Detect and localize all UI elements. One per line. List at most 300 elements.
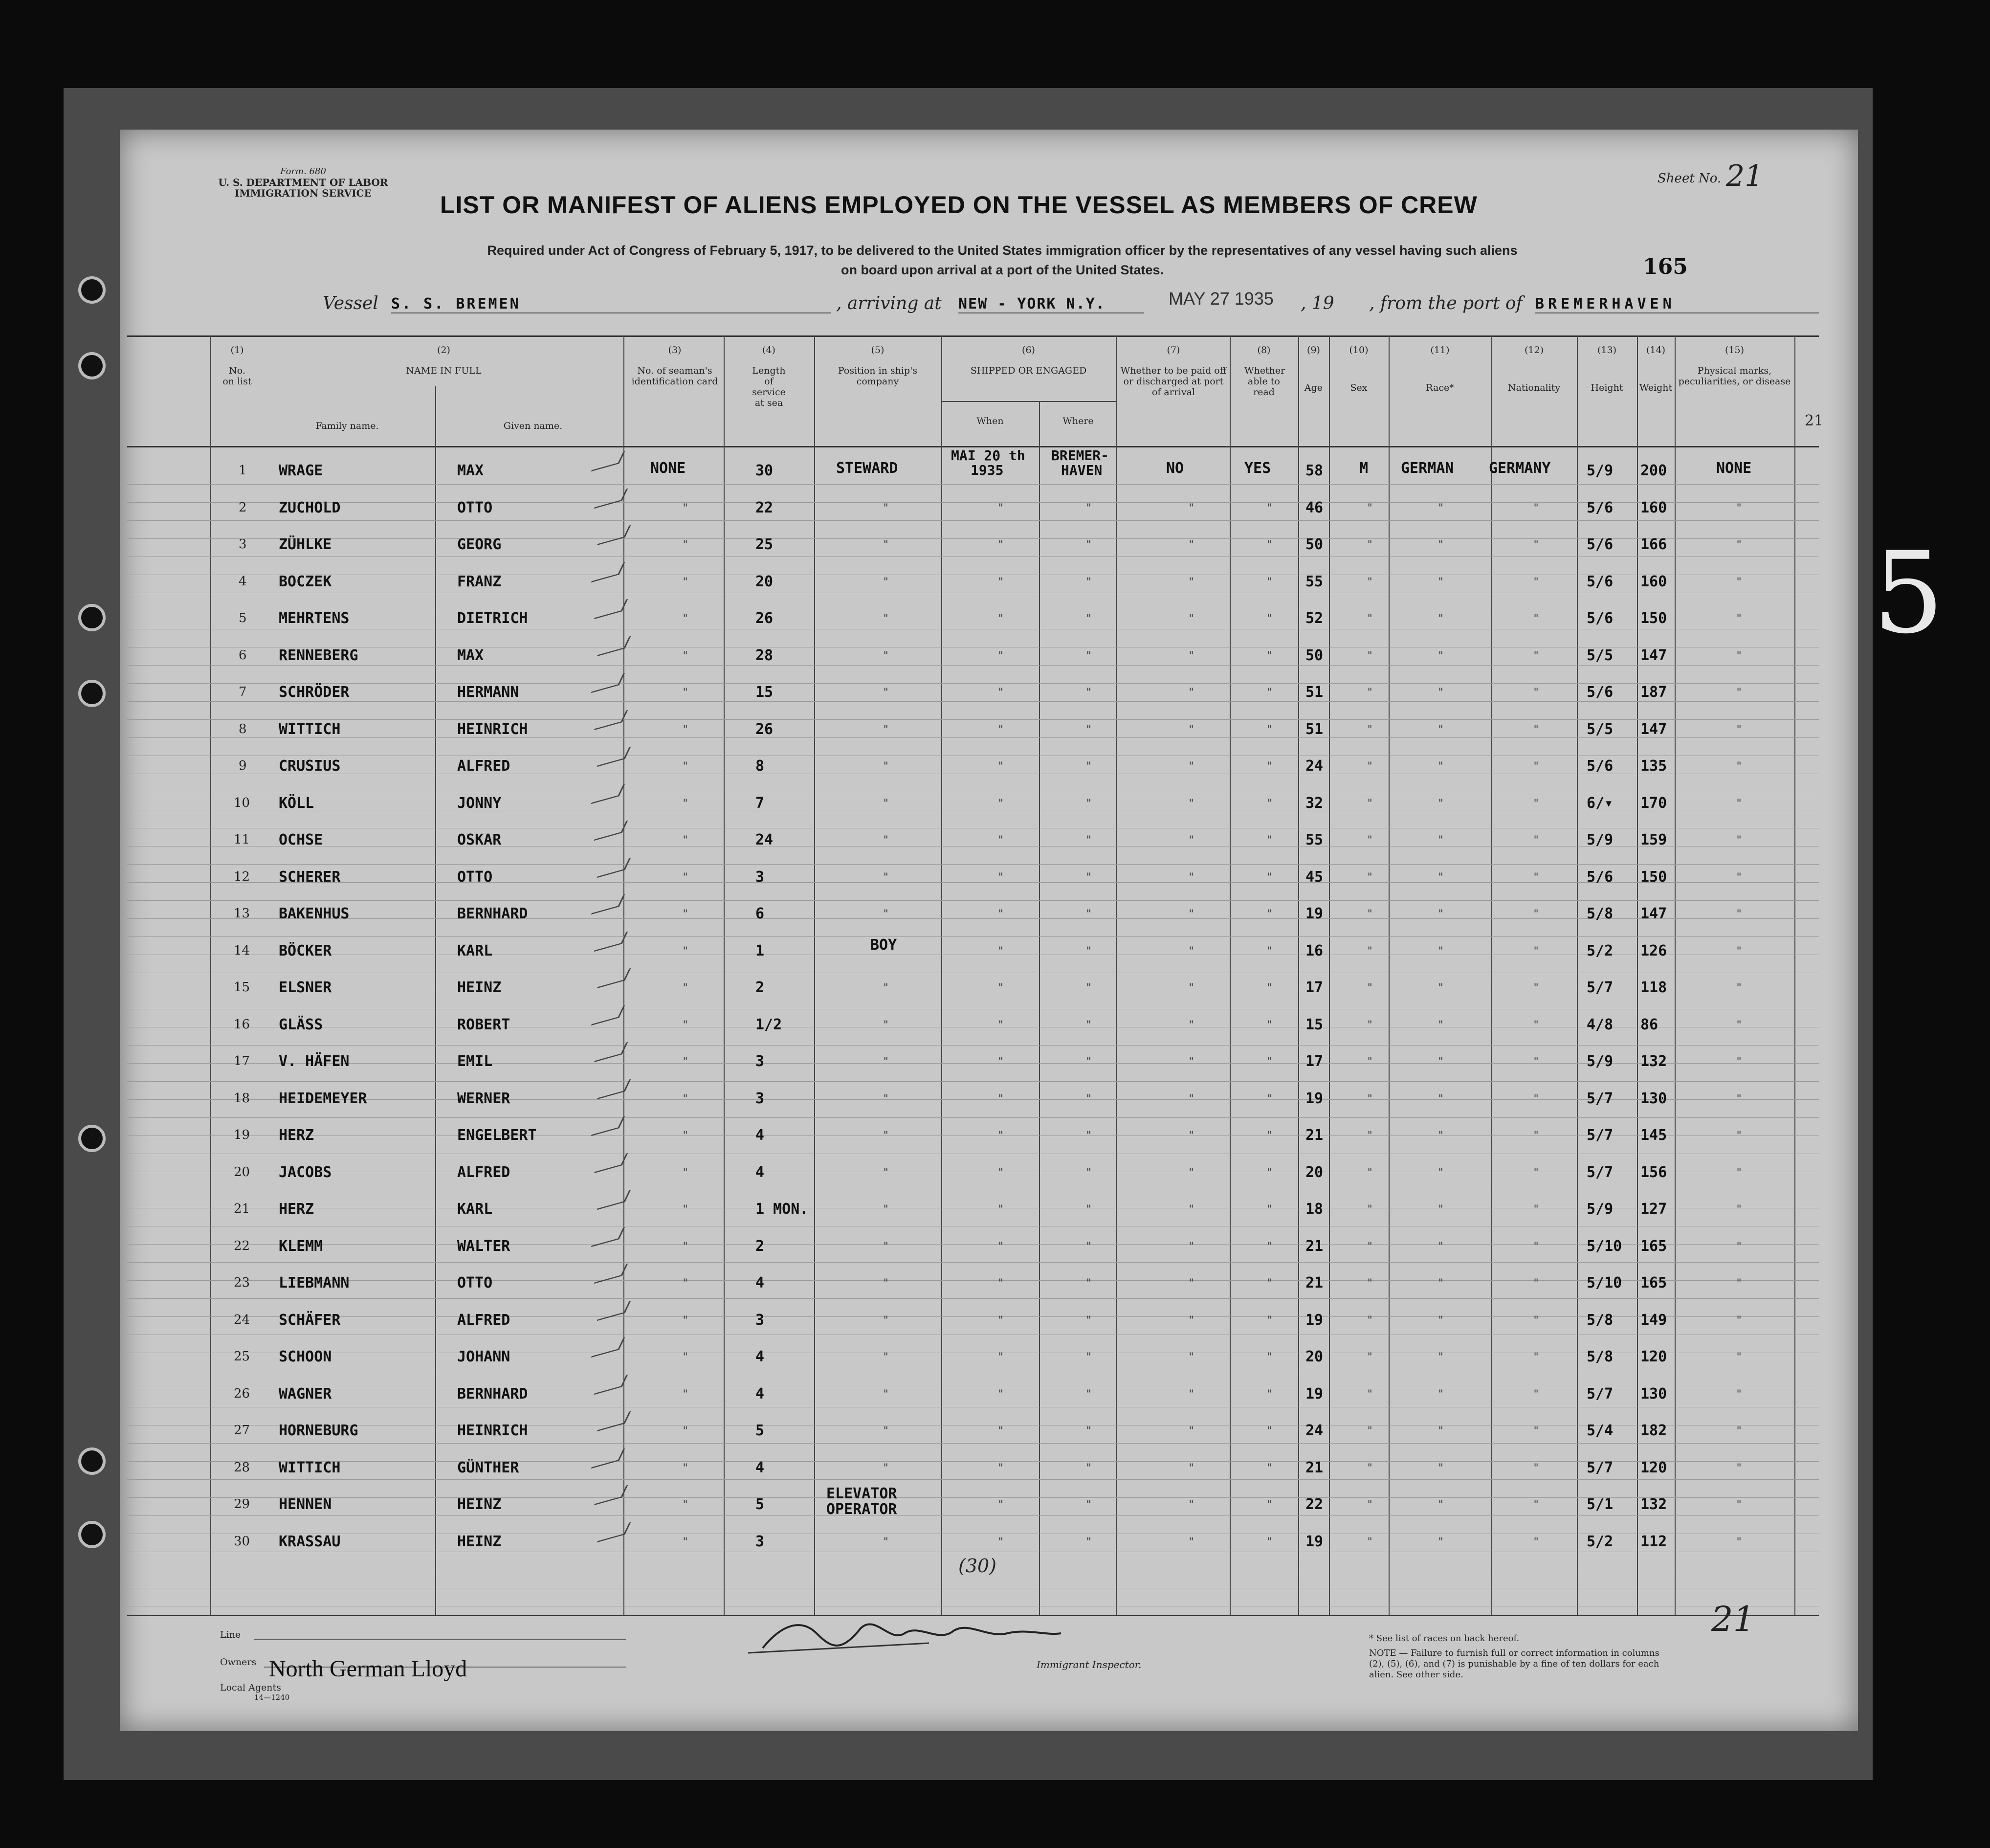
position-ditto: " <box>883 1314 889 1327</box>
age: 24 <box>1305 1422 1324 1439</box>
able-read-ditto: " <box>1266 982 1273 994</box>
height: 5/6 <box>1587 573 1614 590</box>
nationality-ditto: " <box>1533 1351 1540 1363</box>
race-ditto: " <box>1437 649 1444 662</box>
table-top-rule <box>127 335 1819 337</box>
nationality-ditto: " <box>1533 539 1540 551</box>
able-read-ditto: " <box>1266 1462 1273 1474</box>
weight: 156 <box>1640 1163 1667 1181</box>
when-ditto: " <box>997 908 1004 920</box>
weight: 135 <box>1640 757 1667 775</box>
position-ditto: " <box>883 539 889 551</box>
id-card-ditto: " <box>682 797 689 810</box>
col-11-header <box>1389 345 1491 393</box>
given-name: MAX <box>457 462 484 479</box>
id-card-ditto: " <box>682 834 689 846</box>
age: 20 <box>1305 1163 1324 1181</box>
family-name: ZUCHOLD <box>279 499 341 516</box>
race-ditto: " <box>1437 687 1444 699</box>
paid-off-ditto: " <box>1188 1203 1195 1216</box>
form-number: Form. 680 <box>280 166 326 177</box>
col-label: Whether able to read <box>1244 365 1285 398</box>
column-divider <box>435 386 436 1615</box>
height: 5/4 <box>1587 1422 1614 1439</box>
weight: 120 <box>1640 1459 1667 1476</box>
col-num: (6) <box>1022 345 1035 356</box>
nationality-ditto: " <box>1533 576 1540 588</box>
sex-ditto: " <box>1367 539 1373 551</box>
col-6-header <box>941 345 1116 376</box>
length-of-service: 22 <box>755 499 774 516</box>
row-number: 20 <box>234 1164 250 1180</box>
marks-ditto: " <box>1736 1314 1743 1327</box>
binder-hole <box>78 1125 106 1152</box>
when-ditto: " <box>997 687 1004 699</box>
document-subtitle <box>342 241 1662 280</box>
able-read-ditto: " <box>1266 1499 1273 1511</box>
marks-ditto: " <box>1736 871 1743 884</box>
age: 17 <box>1305 979 1324 996</box>
ruled-line <box>127 538 1819 539</box>
when-ditto: " <box>997 649 1004 662</box>
position-ditto: " <box>883 687 889 699</box>
nationality-ditto: " <box>1533 1462 1540 1474</box>
vessel-name: S. S. BREMEN <box>391 295 831 313</box>
given-name: GEORG <box>457 536 502 553</box>
marks-ditto: " <box>1736 1425 1743 1437</box>
family-name: HERZ <box>279 1127 314 1144</box>
ruled-line <box>127 665 1819 666</box>
paid-off-ditto: " <box>1188 1536 1195 1548</box>
position-line: OPERATOR <box>826 1501 897 1518</box>
column-divider <box>1389 335 1390 1615</box>
id-card-ditto: " <box>682 1499 689 1511</box>
race-ditto: " <box>1437 1166 1444 1179</box>
position-ditto: " <box>883 834 889 846</box>
marks-ditto: " <box>1736 1166 1743 1179</box>
column-divider <box>1577 335 1578 1615</box>
row-number: 29 <box>234 1497 250 1512</box>
position-ditto: " <box>883 502 889 514</box>
id-card-ditto: " <box>682 1314 689 1327</box>
position-ditto: " <box>883 1277 889 1290</box>
inspector-signature <box>743 1614 1066 1658</box>
marks-ditto: " <box>1736 1203 1743 1216</box>
page-number: 165 <box>1643 254 1688 279</box>
row1-race: GERMAN <box>1401 460 1454 477</box>
col-label: SHIPPED OR ENGAGED <box>970 365 1087 376</box>
length-of-service: 2 <box>755 979 765 996</box>
given-name: WALTER <box>457 1237 510 1255</box>
when-ditto: " <box>997 1388 1004 1401</box>
sex-ditto: " <box>1367 1092 1373 1105</box>
paid-off-ditto: " <box>1188 871 1195 884</box>
age: 19 <box>1305 905 1324 922</box>
col-label: No. of seaman's identification card <box>631 365 718 387</box>
age: 58 <box>1305 462 1324 479</box>
family-name: WITTICH <box>279 1459 341 1476</box>
family-name: HORNEBURG <box>279 1422 358 1439</box>
sheet-number: 21 <box>1726 159 1764 193</box>
nationality-ditto: " <box>1533 1166 1540 1179</box>
family-name-header: Family name. <box>315 421 379 431</box>
col-num: (10) <box>1349 345 1369 356</box>
nationality-ditto: " <box>1533 945 1540 957</box>
able-read-ditto: " <box>1266 760 1273 773</box>
row1-sex: M <box>1359 460 1369 477</box>
weight: 159 <box>1640 831 1667 848</box>
id-card-ditto: " <box>682 1351 689 1363</box>
paid-off-ditto: " <box>1188 1388 1195 1401</box>
col-num: (11) <box>1430 345 1450 356</box>
where-ditto: " <box>1085 871 1092 884</box>
paid-off-ditto: " <box>1188 687 1195 699</box>
column-divider <box>1329 335 1330 1615</box>
race-ditto: " <box>1437 982 1444 994</box>
given-name: OTTO <box>457 1274 493 1291</box>
where-ditto: " <box>1085 834 1092 846</box>
age: 55 <box>1305 831 1324 848</box>
col-label: Height <box>1591 382 1623 393</box>
sheet-label: Sheet No. <box>1658 171 1722 186</box>
age: 16 <box>1305 942 1324 959</box>
id-card-ditto: " <box>682 1536 689 1548</box>
race-ditto: " <box>1437 1240 1444 1253</box>
able-read-ditto: " <box>1266 539 1273 551</box>
given-name: ALFRED <box>457 1163 510 1181</box>
col-num: (8) <box>1257 345 1271 356</box>
where-ditto: " <box>1085 502 1092 514</box>
weight: 165 <box>1640 1237 1667 1255</box>
given-name: OTTO <box>457 868 493 886</box>
age: 55 <box>1305 573 1324 590</box>
marks-ditto: " <box>1736 1130 1743 1142</box>
when-header: When <box>976 416 1004 426</box>
col-num: (12) <box>1524 345 1544 356</box>
when-ditto: " <box>997 945 1004 957</box>
given-name: ALFRED <box>457 1311 510 1329</box>
sex-ditto: " <box>1367 871 1373 884</box>
weight: 200 <box>1640 462 1667 479</box>
marks-ditto: " <box>1736 1462 1743 1474</box>
race-ditto: " <box>1437 723 1444 736</box>
column-divider <box>1637 335 1638 1615</box>
able-read-ditto: " <box>1266 871 1273 884</box>
id-card-ditto: " <box>682 1203 689 1216</box>
paid-off-ditto: " <box>1188 908 1195 920</box>
family-name: WITTICH <box>279 720 341 738</box>
family-name: ZÜHLKE <box>279 536 332 553</box>
paid-off-ditto: " <box>1188 1092 1195 1105</box>
paid-off-ditto: " <box>1188 1130 1195 1142</box>
when-ditto: " <box>997 1019 1004 1031</box>
marks-ditto: " <box>1736 760 1743 773</box>
where-ditto: " <box>1085 649 1092 662</box>
owner-name: North German Lloyd <box>269 1656 467 1682</box>
position-ditto: " <box>883 576 889 588</box>
position-ditto: " <box>883 982 889 994</box>
given-name: OTTO <box>457 499 493 516</box>
family-name: BAKENHUS <box>279 905 350 922</box>
column-divider <box>1794 335 1795 1615</box>
weight: 187 <box>1640 684 1667 701</box>
family-name: SCHÄFER <box>279 1311 341 1329</box>
column-divider <box>1298 335 1299 1615</box>
ruled-line <box>127 1117 1819 1118</box>
race-ditto: " <box>1437 502 1444 514</box>
ruled-line <box>127 1045 1819 1046</box>
row-number: 19 <box>234 1128 250 1142</box>
col-12-header <box>1491 345 1577 393</box>
family-name: OCHSE <box>279 831 323 848</box>
sex-ditto: " <box>1367 1277 1373 1290</box>
id-card-ditto: " <box>682 1092 689 1105</box>
col-1-header <box>210 345 264 387</box>
col-14-header <box>1637 345 1675 393</box>
age: 22 <box>1305 1496 1324 1513</box>
given-name: OSKAR <box>457 831 502 848</box>
race-note: * See list of races on back hereof. <box>1369 1633 1520 1644</box>
weight: 118 <box>1640 979 1667 996</box>
length-of-service: 28 <box>755 646 774 664</box>
ruled-line <box>127 1280 1819 1281</box>
sex-ditto: " <box>1367 1425 1373 1437</box>
nationality-ditto: " <box>1533 1536 1540 1548</box>
col-5-header <box>821 345 934 387</box>
nationality-ditto: " <box>1533 1056 1540 1068</box>
sex-ditto: " <box>1367 834 1373 846</box>
able-read-ditto: " <box>1266 1536 1273 1548</box>
col-num: (14) <box>1646 345 1665 356</box>
nationality-ditto: " <box>1533 908 1540 920</box>
where-ditto: " <box>1085 539 1092 551</box>
ruled-line <box>127 1298 1819 1299</box>
sex-ditto: " <box>1367 1462 1373 1474</box>
position-ditto: " <box>883 797 889 810</box>
sex-ditto: " <box>1367 1351 1373 1363</box>
binder-hole <box>78 680 106 707</box>
family-name: HENNEN <box>279 1496 332 1513</box>
nationality-ditto: " <box>1533 871 1540 884</box>
row-number: 22 <box>234 1238 250 1253</box>
position-ditto: " <box>883 1388 889 1401</box>
family-name: BÖCKER <box>279 942 332 959</box>
col-label: No. on list <box>222 365 252 387</box>
ruled-line <box>127 1461 1819 1462</box>
row-number: 18 <box>234 1091 250 1106</box>
age: 32 <box>1305 794 1324 812</box>
family-name: HERZ <box>279 1201 314 1218</box>
weight: 149 <box>1640 1311 1667 1329</box>
age: 19 <box>1305 1311 1324 1329</box>
row-number: 21 <box>234 1202 250 1216</box>
paid-off-ditto: " <box>1188 797 1195 810</box>
binder-hole <box>78 1521 106 1548</box>
marks-ditto: " <box>1736 908 1743 920</box>
height: 5/7 <box>1587 1385 1614 1403</box>
family-name: LIEBMANN <box>279 1274 350 1291</box>
nationality-ditto: " <box>1533 649 1540 662</box>
col-9-header <box>1298 345 1329 393</box>
col-15-header <box>1677 345 1792 387</box>
when-ditto: " <box>997 1536 1004 1548</box>
marks-ditto: " <box>1736 723 1743 736</box>
length-of-service: 4 <box>755 1385 765 1403</box>
marks-ditto: " <box>1736 1499 1743 1511</box>
sex-ditto: " <box>1367 723 1373 736</box>
nationality-ditto: " <box>1533 834 1540 846</box>
row1-marks: NONE <box>1716 460 1752 477</box>
nationality-ditto: " <box>1533 797 1540 810</box>
length-of-service: 30 <box>755 462 774 479</box>
weight: 165 <box>1640 1274 1667 1291</box>
inspector-label: Immigrant Inspector. <box>1037 1659 1142 1670</box>
id-card-ditto: " <box>682 1019 689 1031</box>
length-of-service: 3 <box>755 1311 765 1329</box>
where-ditto: " <box>1085 1351 1092 1363</box>
column-divider <box>724 335 725 1615</box>
paid-off-ditto: " <box>1188 982 1195 994</box>
weight: 130 <box>1640 1385 1667 1403</box>
age: 20 <box>1305 1348 1324 1365</box>
row-number: 12 <box>234 869 250 884</box>
marks-ditto: " <box>1736 1351 1743 1363</box>
ruled-line <box>127 936 1819 937</box>
height: 5/7 <box>1587 1163 1614 1181</box>
id-card-ditto: " <box>682 908 689 920</box>
length-of-service: 2 <box>755 1237 765 1255</box>
where-ditto: " <box>1085 1092 1092 1105</box>
id-card-ditto: " <box>682 539 689 551</box>
where-ditto: " <box>1085 1130 1092 1142</box>
length-of-service: 26 <box>755 720 774 738</box>
given-name: HEINRICH <box>457 1422 528 1439</box>
when-ditto: " <box>997 1277 1004 1290</box>
nationality-ditto: " <box>1533 1499 1540 1511</box>
age: 17 <box>1305 1053 1324 1070</box>
length-of-service: 4 <box>755 1459 765 1476</box>
row1-position: STEWARD <box>836 460 898 477</box>
where-ditto: " <box>1085 982 1092 994</box>
nationality-ditto: " <box>1533 1203 1540 1216</box>
ruled-line <box>127 1479 1819 1480</box>
position: BOY <box>870 936 897 954</box>
col-num: (4) <box>762 345 775 356</box>
able-read-ditto: " <box>1266 1388 1273 1401</box>
weight: 182 <box>1640 1422 1667 1439</box>
able-read-ditto: " <box>1266 1277 1273 1290</box>
sex-ditto: " <box>1367 1499 1373 1511</box>
marks-ditto: " <box>1736 649 1743 662</box>
paid-off-ditto: " <box>1188 760 1195 773</box>
given-name-header: Given name. <box>503 421 563 431</box>
ruled-line <box>127 1262 1819 1263</box>
length-of-service: 26 <box>755 610 774 627</box>
row-number: 2 <box>239 500 247 515</box>
id-card-ditto: " <box>682 502 689 514</box>
length-of-service: 4 <box>755 1163 765 1181</box>
binder-hole <box>78 276 106 304</box>
form-code: 14—1240 <box>254 1693 290 1702</box>
when-ditto: " <box>997 1499 1004 1511</box>
height: 5/6 <box>1587 536 1614 553</box>
weight: 170 <box>1640 794 1667 812</box>
row-number: 14 <box>234 943 250 958</box>
length-of-service: 1/2 <box>755 1016 782 1033</box>
weight: 120 <box>1640 1348 1667 1365</box>
col-13-header <box>1577 345 1637 393</box>
sex-ditto: " <box>1367 760 1373 773</box>
where-ditto: " <box>1085 1056 1092 1068</box>
height: 5/5 <box>1587 646 1614 664</box>
paid-off-ditto: " <box>1188 576 1195 588</box>
id-card-ditto: " <box>682 1425 689 1437</box>
race-ditto: " <box>1437 613 1444 625</box>
binder-hole <box>78 1447 106 1475</box>
paid-off-ditto: " <box>1188 1314 1195 1327</box>
weight: 147 <box>1640 905 1667 922</box>
paid-off-ditto: " <box>1188 1019 1195 1031</box>
family-name: JACOBS <box>279 1163 332 1181</box>
column-divider <box>1039 401 1040 1615</box>
length-of-service: 7 <box>755 794 765 812</box>
able-read-ditto: " <box>1266 1019 1273 1031</box>
sex-ditto: " <box>1367 1536 1373 1548</box>
able-read-ditto: " <box>1266 1166 1273 1179</box>
paid-off-ditto: " <box>1188 723 1195 736</box>
row-number: 8 <box>239 721 247 736</box>
sex-ditto: " <box>1367 502 1373 514</box>
paid-off-ditto: " <box>1188 539 1195 551</box>
family-name: WRAGE <box>279 462 323 479</box>
right-margin-number: 21 <box>1804 412 1824 429</box>
nationality-ditto: " <box>1533 723 1540 736</box>
ruled-line <box>127 701 1819 702</box>
age: 18 <box>1305 1201 1324 1218</box>
height: 5/8 <box>1587 1311 1614 1329</box>
row-number: 28 <box>234 1460 250 1475</box>
height: 5/6 <box>1587 757 1614 775</box>
ruled-line <box>127 1063 1819 1064</box>
family-name: KÖLL <box>279 794 314 812</box>
col-num: (13) <box>1597 345 1616 356</box>
ruled-line <box>127 737 1819 738</box>
id-card-ditto: " <box>682 613 689 625</box>
able-read-ditto: " <box>1266 1130 1273 1142</box>
col-8-header <box>1232 345 1296 398</box>
family-name: BOCZEK <box>279 573 332 590</box>
from-port-label: , from the port of <box>1369 293 1523 313</box>
sex-ditto: " <box>1367 1130 1373 1142</box>
ruled-line <box>127 502 1819 503</box>
row-number: 17 <box>234 1054 250 1069</box>
weight: 166 <box>1640 536 1667 553</box>
given-name: ALFRED <box>457 757 510 775</box>
row1-when-line1: MAI 20 th <box>951 447 1025 464</box>
row-number: 6 <box>239 647 247 663</box>
when-ditto: " <box>997 576 1004 588</box>
height: 6/▾ <box>1587 794 1614 812</box>
col-num: (1) <box>230 345 244 356</box>
age: 51 <box>1305 720 1324 738</box>
age: 21 <box>1305 1127 1324 1144</box>
id-card-ditto: " <box>682 871 689 884</box>
able-read-ditto: " <box>1266 1314 1273 1327</box>
footer-notes <box>1369 1633 1672 1680</box>
race-ditto: " <box>1437 834 1444 846</box>
where-ditto: " <box>1085 1314 1092 1327</box>
age: 52 <box>1305 610 1324 627</box>
